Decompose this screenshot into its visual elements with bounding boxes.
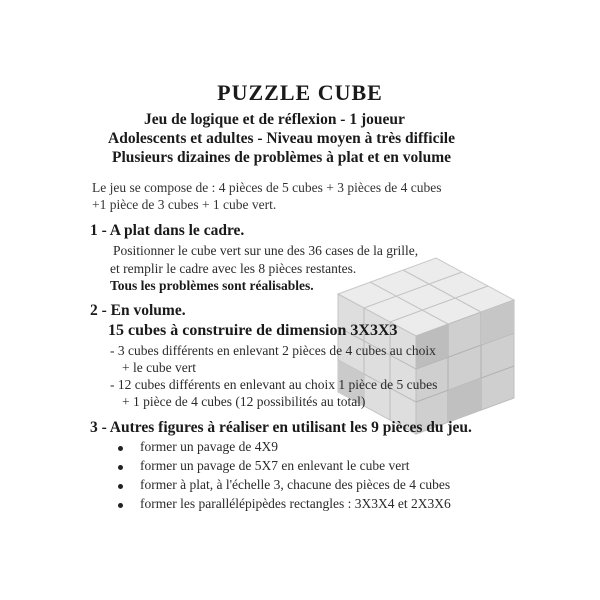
bullet-icon bbox=[118, 503, 123, 508]
section-2-line-4: + 1 pièce de 4 cubes (12 possibilités au total) bbox=[122, 394, 366, 409]
section-3-heading: 3 - Autres figures à réaliser en utilisant les 9 pièces du jeu. bbox=[90, 419, 472, 436]
bullet-icon bbox=[118, 484, 123, 489]
section-1-heading: 1 - A plat dans le cadre. bbox=[90, 222, 245, 239]
section-3-bullet-2: former un pavage de 5X7 en enlevant le cube vert bbox=[140, 458, 410, 473]
bullet-icon bbox=[118, 465, 123, 470]
section-2-line-1: - 3 cubes différents en enlevant 2 pièces de 4 cubes au choix bbox=[110, 343, 436, 358]
section-1-bold-line: Tous les problèmes sont réalisables. bbox=[110, 278, 314, 293]
section-3-bullet-1: former un pavage de 4X9 bbox=[140, 439, 278, 454]
section-2-line-2: + le cube vert bbox=[122, 360, 196, 375]
subtitle-line-1: Jeu de logique et de réflexion - 1 joueur bbox=[144, 111, 405, 128]
page-title: PUZZLE CUBE bbox=[217, 80, 383, 105]
subtitle-line-3: Plusieurs dizaines de problèmes à plat et en volume bbox=[112, 149, 451, 166]
bullet-icon bbox=[118, 446, 123, 451]
section-2-subheading: 15 cubes à construire de dimension 3X3X3 bbox=[108, 322, 398, 339]
section-2-heading: 2 - En volume. bbox=[90, 302, 186, 319]
section-1-line-2: et remplir le cadre avec les 8 pièces restantes. bbox=[110, 261, 357, 276]
intro-line-2: +1 pièce de 3 cubes + 1 cube vert. bbox=[92, 197, 277, 212]
section-2-line-3: - 12 cubes différents en enlevant au choix 1 pièce de 5 cubes bbox=[110, 377, 438, 392]
section-3-bullet-3: former à plat, à l'échelle 3, chacune des pièces de 4 cubes bbox=[140, 477, 451, 492]
subtitle-line-2: Adolescents et adultes - Niveau moyen à très difficile bbox=[108, 130, 455, 147]
section-3-bullet-4: former les parallélépipèdes rectangles : 3X3X4 et 2X3X6 bbox=[140, 496, 451, 511]
section-1-line-1: Positionner le cube vert sur une des 36 cases de la grille, bbox=[113, 243, 419, 258]
intro-line-1: Le jeu se compose de : 4 pièces de 5 cubes + 3 pièces de 4 cubes bbox=[92, 180, 442, 195]
